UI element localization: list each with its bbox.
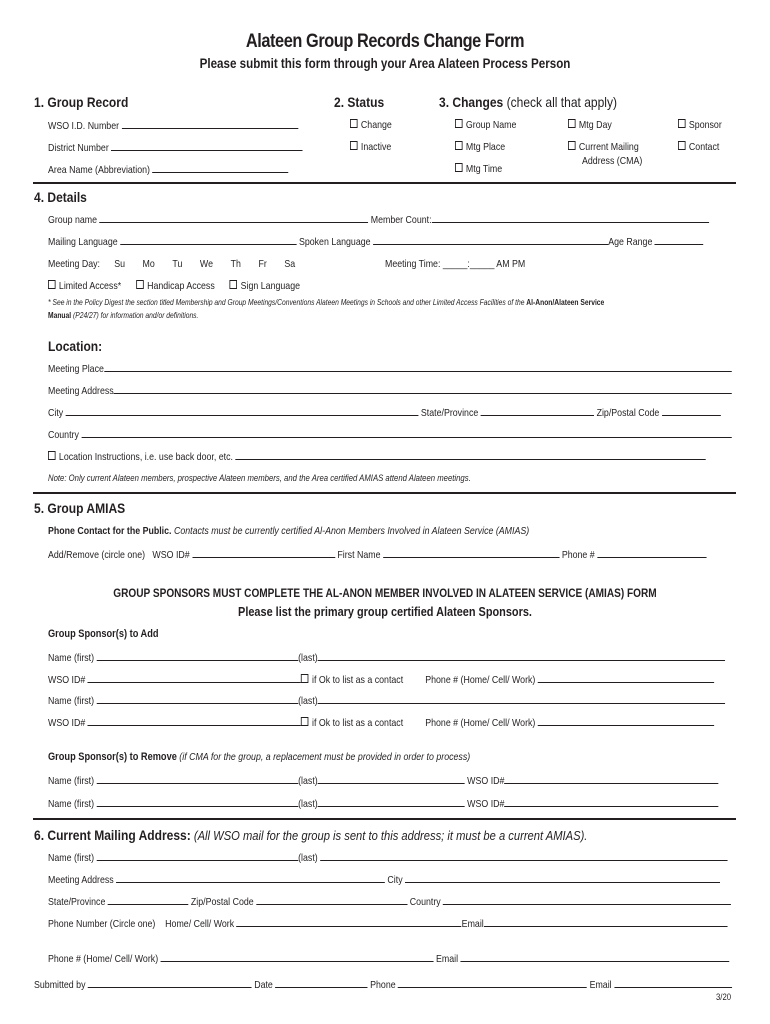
meeting-time-field[interactable]: Meeting Time: _____:_____ AM PM	[385, 258, 526, 270]
change-cma-label-2: Address (CMA)	[582, 155, 643, 167]
checkbox-icon	[568, 141, 576, 150]
details-heading: 4. Details	[34, 189, 87, 205]
change-mtg-day-checkbox[interactable]: Mtg Day	[568, 119, 612, 131]
submitted-by-row[interactable]: Submitted by Date Phone Email	[34, 978, 732, 991]
details-footnote-1: * See in the Policy Digest the section titled Membership and Group Meetings/Conventions Alateen Meetings in Schools and other Limited Access Facilities of the Al-Anon/Alateen Service	[48, 298, 605, 307]
mailing-state-zip-country[interactable]: State/Province Zip/Postal Code Country	[48, 895, 731, 908]
meeting-address-field[interactable]: Meeting Address	[48, 384, 732, 397]
checkbox-icon	[568, 119, 576, 128]
day-we[interactable]: We	[199, 258, 214, 270]
change-cma-checkbox[interactable]: Current Mailing	[568, 141, 639, 153]
checkbox-icon	[350, 141, 358, 150]
sponsor-banner-1: GROUP SPONSORS MUST COMPLETE THE AL-ANON MEMBER INVOLVED IN ALATEEN SERVICE (AMIAS) FORM	[113, 586, 657, 600]
checkbox-icon	[455, 141, 463, 150]
details-footnote-2: Manual (P24/27) for information and/or definitions.	[48, 311, 199, 320]
handicap-access-checkbox[interactable]: Handicap Access	[136, 280, 215, 292]
location-instructions-field[interactable]: Location Instructions, i.e. use back door, etc.	[48, 450, 706, 463]
version-label: 3/20	[716, 992, 732, 1002]
location-heading: Location:	[48, 338, 103, 354]
day-sa[interactable]: Sa	[284, 258, 296, 270]
day-mo[interactable]: Mo	[142, 258, 155, 270]
group-name-field[interactable]: Group name Member Count:	[48, 213, 709, 226]
day-su[interactable]: Su	[114, 258, 125, 270]
day-th[interactable]: Th	[230, 258, 241, 270]
checkbox-icon[interactable]	[301, 674, 309, 683]
divider	[33, 492, 736, 494]
group-record-heading: 1. Group Record	[34, 94, 129, 110]
checkbox-icon	[678, 141, 686, 150]
day-tu[interactable]: Tu	[172, 258, 183, 270]
sign-language-checkbox[interactable]: Sign Language	[230, 280, 300, 292]
page-title: Alateen Group Records Change Form	[245, 31, 525, 52]
checkbox-icon	[678, 119, 686, 128]
amias-heading: 5. Group AMIAS	[34, 500, 126, 516]
mailing-address-field[interactable]: Meeting Address City	[48, 873, 720, 886]
day-fr[interactable]: Fr	[258, 258, 267, 270]
status-inactive-checkbox[interactable]: Inactive	[350, 141, 391, 153]
checkbox-icon	[230, 280, 238, 289]
checkbox-icon	[48, 451, 56, 460]
sponsor-remove-1[interactable]: Name (first) (last) WSO ID#	[48, 774, 719, 787]
amias-contact-row[interactable]: Add/Remove (circle one) WSO ID# First Name Phone #	[48, 548, 706, 561]
access-checkboxes	[48, 280, 300, 292]
area-field[interactable]: Area Name (Abbreviation)	[48, 163, 289, 176]
checkbox-icon	[350, 119, 358, 128]
sponsor-add-heading: Group Sponsor(s) to Add	[48, 628, 159, 640]
page-subtitle: Please submit this form through your Area Alateen Process Person	[199, 56, 571, 71]
sponsor-add-wso-1[interactable]: WSO ID# if Ok to list as a contact Phone # (Home/ Cell/ Work)	[48, 673, 714, 686]
sponsor-add-name-1[interactable]: Name (first) (last)	[48, 651, 725, 664]
sponsor-remove-heading: Group Sponsor(s) to Remove (if CMA for the group, a replacement must be provided in order to process)	[48, 751, 471, 763]
checkbox-icon	[136, 280, 144, 289]
checkbox-icon	[455, 119, 463, 128]
limited-access-checkbox[interactable]: Limited Access*	[48, 280, 121, 292]
change-mtg-place-checkbox[interactable]: Mtg Place	[455, 141, 505, 153]
meeting-day-field[interactable]: Meeting Day: Su Mo Tu We Th Fr Sa	[48, 258, 296, 270]
sponsor-add-wso-2[interactable]: WSO ID# if Ok to list as a contact Phone # (Home/ Cell/ Work)	[48, 716, 714, 729]
divider	[33, 182, 736, 184]
divider	[33, 818, 736, 820]
sponsor-banner-2: Please list the primary group certified Alateen Sponsors.	[238, 604, 532, 619]
sponsor-remove-2[interactable]: Name (first) (last) WSO ID#	[48, 797, 719, 810]
phone-contact-note: Phone Contact for the Public. Contacts must be currently certified Al-Anon Members Involved in Alateen Service (AMIAS)	[48, 525, 530, 537]
change-group-name-checkbox[interactable]: Group Name	[455, 119, 516, 131]
district-field[interactable]: District Number	[48, 141, 303, 154]
country-field[interactable]: Country	[48, 428, 731, 441]
location-note: Note: Only current Alateen members, prospective Alateen members, and the Area certified AMIAS attend Alateen meetings.	[48, 473, 471, 483]
mailing-name-field[interactable]: Name (first) (last)	[48, 851, 728, 864]
change-mtg-time-checkbox[interactable]: Mtg Time	[455, 163, 502, 175]
city-state-zip-field[interactable]: City State/Province Zip/Postal Code	[48, 406, 721, 419]
language-fields[interactable]: Mailing Language Spoken Language Age Range	[48, 235, 704, 248]
mailing-heading: 6. Current Mailing Address: (All WSO mail for the group is sent to this address; it must be a current AMIAS).	[34, 827, 588, 843]
changes-heading: 3. Changes (check all that apply)	[439, 94, 618, 110]
change-contact-checkbox[interactable]: Contact	[678, 141, 719, 153]
checkbox-icon[interactable]	[301, 717, 309, 726]
status-change-checkbox[interactable]: Change	[350, 119, 392, 131]
checkbox-icon	[48, 280, 56, 289]
status-heading: 2. Status	[334, 94, 385, 110]
change-sponsor-checkbox[interactable]: Sponsor	[678, 119, 722, 131]
checkbox-icon	[455, 163, 463, 172]
sponsor-add-name-2[interactable]: Name (first) (last)	[48, 694, 725, 707]
meeting-place-field[interactable]: Meeting Place	[48, 362, 731, 375]
mailing-phone2-email2[interactable]: Phone # (Home/ Cell/ Work) Email	[48, 952, 729, 965]
mailing-phone-email[interactable]: Phone Number (Circle one) Home/ Cell/ Work Email	[48, 917, 727, 930]
wso-id-field[interactable]: WSO I.D. Number	[48, 119, 298, 132]
